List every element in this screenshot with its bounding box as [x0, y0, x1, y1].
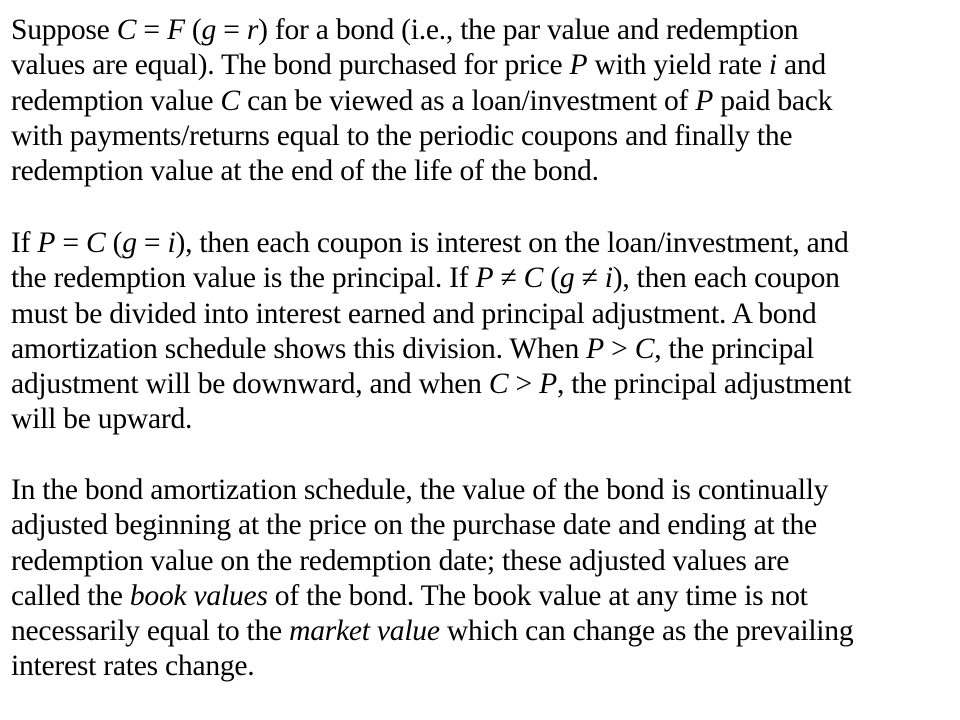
- text-run: with yield rate: [587, 49, 769, 82]
- text-run: If: [11, 227, 38, 259]
- text-run: (: [543, 262, 560, 295]
- text-run: paid back: [713, 84, 833, 117]
- text-run: ), then each coupon is interest on the loan/investment, and: [175, 227, 849, 259]
- text-run: redemption value: [11, 84, 221, 117]
- text-line: [11, 297, 851, 332]
- text-run: =: [55, 227, 86, 259]
- italic-text: i: [768, 49, 777, 82]
- text-run: ≠: [493, 262, 524, 295]
- text-line: [11, 579, 853, 614]
- italic-text: g: [201, 14, 217, 46]
- italic-text: C: [85, 227, 106, 259]
- paragraph-book-values: [11, 473, 853, 685]
- italic-text: P: [695, 84, 714, 117]
- text-line: [11, 84, 832, 119]
- text-line: [11, 473, 853, 508]
- italic-text: F: [166, 14, 185, 46]
- text-run: >: [508, 368, 540, 401]
- text-run: with payments/returns equal to the periodic coupons and finally the: [11, 119, 793, 152]
- text-run: (: [105, 227, 123, 259]
- italic-text: C: [116, 14, 137, 46]
- text-run: the redemption value is the principal. If: [11, 262, 476, 295]
- text-line: [11, 508, 853, 543]
- text-run: must be divided into interest earned and principal adjustment. A bond: [11, 297, 817, 330]
- text-run: called the: [11, 579, 130, 612]
- italic-text: market value: [289, 615, 440, 648]
- text-run: (: [184, 14, 202, 46]
- italic-text: P: [475, 262, 494, 295]
- text-line: [11, 13, 832, 48]
- paragraph-coupon-interest-principal: [11, 226, 851, 438]
- italic-text: g: [559, 262, 575, 295]
- text-run: necessarily equal to the: [11, 615, 290, 648]
- paragraph-bond-as-loan: [11, 13, 832, 189]
- text-run: values are equal). The bond purchased for price: [11, 49, 570, 82]
- text-run: , the principal adjustment: [556, 368, 852, 401]
- text-run: ) for a bond (i.e., the par value and redemption: [258, 14, 799, 46]
- text-line: [11, 544, 853, 579]
- text-run: redemption value on the redemption date; these adjusted values are: [11, 544, 790, 577]
- italic-text: r: [246, 14, 259, 46]
- italic-text: C: [634, 332, 655, 365]
- text-run: redemption value at the end of the life of the bond.: [11, 155, 599, 188]
- text-run: ≠: [574, 262, 605, 295]
- text-line: [11, 119, 832, 154]
- italic-text: P: [586, 332, 604, 365]
- text-run: will be upward.: [11, 403, 193, 436]
- text-run: interest rates change.: [11, 650, 255, 683]
- text-line: [11, 261, 851, 296]
- text-run: adjustment will be downward, and when: [11, 368, 489, 401]
- text-run: adjusted beginning at the price on the purchase date and ending at the: [11, 509, 817, 542]
- text-run: can be viewed as a loan/investment of: [239, 84, 696, 117]
- italic-text: C: [488, 368, 509, 401]
- text-run: amortization schedule shows this division. When: [11, 332, 587, 365]
- italic-text: C: [220, 84, 240, 117]
- text-run: , the principal: [654, 332, 815, 365]
- text-line: [11, 48, 832, 83]
- italic-text: C: [523, 262, 544, 295]
- italic-text: P: [37, 227, 56, 259]
- text-run: ), then each coupon: [612, 262, 840, 295]
- italic-text: g: [122, 227, 137, 259]
- text-run: >: [603, 332, 635, 365]
- text-run: =: [136, 227, 168, 259]
- italic-text: i: [604, 262, 613, 295]
- italic-text: i: [167, 227, 176, 259]
- text-run: =: [136, 14, 167, 46]
- text-line: [11, 367, 851, 402]
- italic-text: book values: [129, 579, 268, 612]
- text-run: and: [776, 49, 826, 82]
- text-run: In the bond amortization schedule, the value of the bond is continually: [11, 474, 829, 506]
- text-line: [11, 154, 832, 189]
- text-line: [11, 226, 851, 261]
- italic-text: P: [539, 368, 557, 401]
- text-run: Suppose: [11, 14, 117, 46]
- text-line: [11, 614, 853, 649]
- text-line: [11, 332, 851, 367]
- text-line: [11, 402, 851, 437]
- italic-text: P: [569, 49, 588, 82]
- text-run: of the bond. The book value at any time is not: [267, 579, 808, 612]
- text-run: =: [216, 14, 247, 46]
- text-run: which can change as the prevailing: [439, 615, 854, 648]
- text-line: [11, 649, 853, 684]
